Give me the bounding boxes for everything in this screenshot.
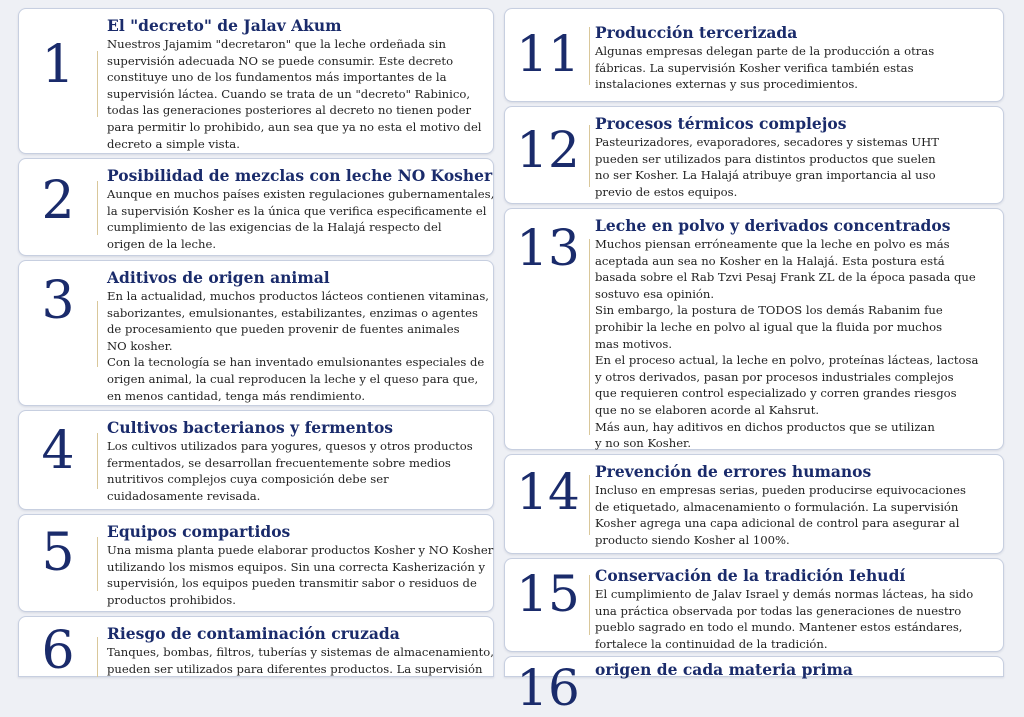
card-13 [504,208,1004,450]
card-number: 11 [516,25,580,83]
card-number: 16 [516,659,580,717]
card-6 [18,616,494,681]
card-title: Equipos compartidos [107,522,291,541]
card-title: Aditivos de origen animal [107,268,330,287]
card-divider [97,51,98,117]
card-number: 2 [41,171,75,231]
card-divider [589,27,590,85]
card-body: Pasteurizadores, evaporadores, secadores y sistemas UHT pueden ser utilizados para distintos productos que suelen no ser Kosher. La Halajá atribuye gran importancia al uso previo de estos equipos. [595,135,940,199]
card-15 [504,558,1004,652]
card-title: Cultivos bacterianos y fermentos [107,418,394,437]
card-body: El cumplimiento de Jalav Israel y demás normas lácteas, ha sido una práctica observada por todas las generaciones de nuestro pueblo sagrado en todo el mundo. Mantener estos estándares, fortalece la continuidad de la tradición. [595,587,974,651]
card-number: 3 [41,271,75,331]
card-divider [97,537,98,591]
card-number: 15 [516,565,580,623]
card-5 [18,514,494,612]
card-title: Riesgo de contaminación cruzada [107,624,400,643]
card-body: Algunas empresas delegan parte de la producción a otras fábricas. La supervisión Kosher verifica también estas instalaciones externas y sus procedimientos. [595,44,935,92]
card-divider [97,433,98,489]
card-number: 1 [41,35,75,95]
card-1 [18,8,494,154]
card-title: Producción tercerizada [595,23,798,42]
card-body: Incluso en empresas serias, pueden producirse equivocaciones de etiquetado, almacenamiento o formulación. La supervisión Kosher agrega una capa adicional de control para asegurar al producto siendo Kosher al 100%. [595,483,966,547]
card-body: Los cultivos utilizados para yogures, quesos y otros productos fermentados, se desarrollan frecuentemente sobre medios nutritivos complejos cuya composición debe ser cuidadosamente revisada. [107,439,473,503]
card-divider [589,125,590,187]
card-body: Una misma planta puede elaborar productos Kosher y NO Kosher utilizando los mismos equipos. Sin una correcta Kasherización y supervisión, los equipos pueden transmitir sabor o residuos de productos prohibidos. [107,543,494,607]
card-title: Leche en polvo y derivados concentrados [595,216,951,235]
card-14 [504,454,1004,554]
card-number: 14 [516,463,580,521]
card-2 [18,158,494,256]
card-title: Posibilidad de mezclas con leche NO Kosher [107,166,493,185]
card-title: Prevención de errores humanos [595,462,872,481]
card-11 [504,8,1004,102]
card-number: 6 [41,621,75,681]
card-number: 13 [516,219,580,277]
card-number: 5 [41,523,75,583]
card-body: Aunque en muchos países existen regulaciones gubernamentales, la supervisión Kosher es la única que verifica especificamente el cumplimiento de las exigencias de la Halajá respecto del origen de la leche. [107,187,495,251]
card-number: 4 [41,421,75,481]
card-title: Procesos térmicos complejos [595,114,847,133]
card-divider [97,181,98,235]
card-divider [97,301,98,367]
card-3 [18,260,494,406]
card-4 [18,410,494,510]
card-16 [504,656,1004,717]
card-body: En la actualidad, muchos productos lácteos contienen vitaminas, saborizantes, emulsionantes, estabilizantes, enzimas o agentes de procesamiento que pueden provenir de fuentes animales NO kosher. Con la tecnología se han inventado emulsionantes especiales de origen animal, la cual reproducen la leche y el queso para que, en menos cantidad, tenga más rendimiento. [107,289,489,403]
card-number: 12 [516,121,580,179]
card-title: Conservación de la tradición Iehudí [595,566,906,585]
card-divider [97,637,98,677]
card-divider [589,475,590,535]
card-body: Tanques, bombas, filtros, tuberías y sistemas de almacenamiento, pueden ser utilizados para diferentes productos. La supervisión [107,645,494,676]
card-title: origen de cada materia prima [595,660,853,679]
card-body: Muchos piensan erróneamente que la leche en polvo es más aceptada aun sea no Kosher en la Halajá. Esta postura está basada sobre el Rab Tzvi Pesaj Frank ZL de la época pasada que sostuvo esa opinión. Sin embargo, la postura de TODOS los demás Rabanim fue prohibir la leche en polvo al igual que la fluida por muchos mas motivos. En el proceso actual, la leche en polvo, proteínas lácteas, lactosa y otros derivados, pasan por procesos industriales complejos que requieren control especializado y corren grandes riesgos que no se elaboren acorde al Kahsrut. Más aun, hay aditivos en dichos productos que se utilizan y no son Kosher. [595,237,979,451]
card-divider [589,575,590,635]
card-12 [504,106,1004,204]
card-title: El "decreto" de Jalav Akum [107,16,342,35]
card-divider [589,239,590,435]
card-body: Nuestros Jajamim "decretaron" que la leche ordeñada sin supervisión adecuada NO se puede consumir. Este decreto constituye uno de los fundamentos más importantes de la supervisión láctea. Cuando se trata de un "decreto" Rabinico, todas las generaciones posteriores al decreto no tienen poder para permitir lo prohibido, aun sea que ya no esta el motivo del decreto a simple vista. [107,37,482,151]
